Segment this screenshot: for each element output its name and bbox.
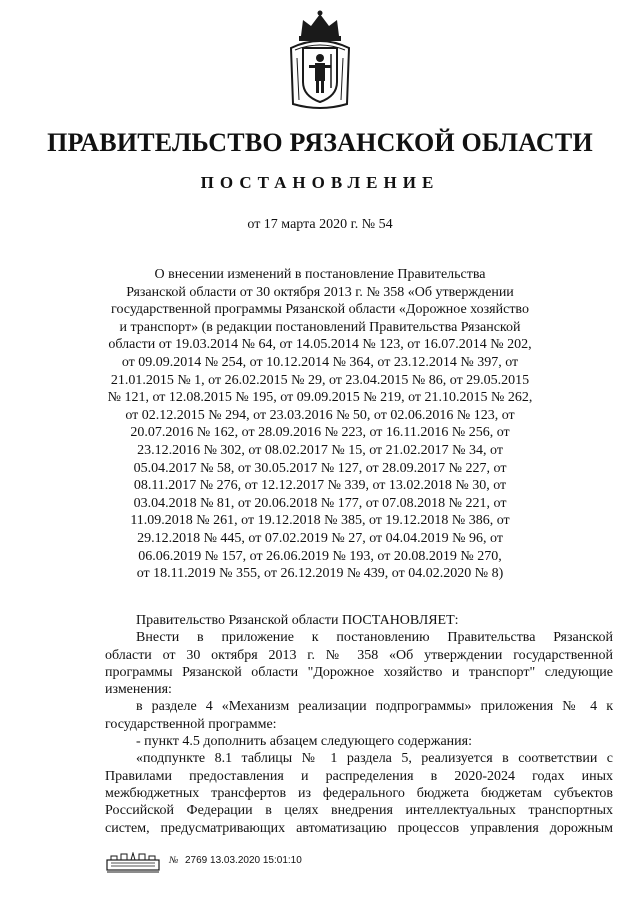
body-line: области от 30 октября 2013 г. № 358 «Об утверждении государственной <box>105 647 613 663</box>
subject-line: государственной программы Рязанской области «Дорожное хозяйство <box>111 302 529 318</box>
subject-line: Рязанской области от 30 октября 2013 г. № 358 «Об утверждении <box>126 284 514 300</box>
subject-line: 23.12.2016 № 302, от 08.02.2017 № 15, от 21.02.2017 № 34, от <box>137 442 503 458</box>
subject-line: 06.06.2019 № 157, от 26.06.2019 № 193, от 20.08.2019 № 270, <box>138 548 502 564</box>
body-line: государственной программе: <box>105 716 277 732</box>
subject-line: 29.12.2018 № 445, от 07.02.2019 № 27, от 04.04.2019 № 96, от <box>137 530 503 546</box>
subject-line: от 02.12.2015 № 294, от 23.03.2016 № 50, от 02.06.2016 № 123, от <box>125 407 515 423</box>
subject-line: 20.07.2016 № 162, от 28.09.2016 № 223, от 16.11.2016 № 256, от <box>130 425 510 441</box>
subject-line: 11.09.2018 № 261, от 19.12.2018 № 385, от 19.12.2018 № 386, от <box>130 513 510 529</box>
government-title: ПРАВИТЕЛЬСТВО РЯЗАНСКОЙ ОБЛАСТИ <box>47 128 593 157</box>
document-body <box>105 612 613 837</box>
document-type: ПОСТАНОВЛЕНИЕ <box>200 173 440 192</box>
body-line: изменения: <box>105 682 172 698</box>
body-line: в разделе 4 «Механизм реализации подпрограммы» приложения № 4 к <box>136 699 613 715</box>
coat-of-arms-icon <box>287 8 353 114</box>
body-line: программы Рязанской области "Дорожное хозяйство и транспорт" следующие <box>105 664 613 680</box>
archive-stamp-icon <box>105 852 161 874</box>
body-line: Правилами предоставления и распределения в 2020-2024 годах иных <box>105 768 613 784</box>
subject-line: 03.04.2018 № 81, от 20.06.2018 № 177, от 07.08.2018 № 221, от <box>133 495 507 511</box>
body-line: - пункт 4.5 дополнить абзацем следующего содержания: <box>136 734 472 750</box>
body-line: Российской Федерации в целях внедрения интеллектуальных транспортных <box>105 803 613 819</box>
body-line: Внести в приложение к постановлению Правительства Рязанской <box>136 630 613 646</box>
document-subject <box>78 266 562 583</box>
subject-line: 08.11.2017 № 276, от 12.12.2017 № 339, от 13.02.2018 № 30, от <box>133 478 507 494</box>
body-line: систем, предусматривающих автоматизацию процессов управления дорожным <box>105 820 613 836</box>
subject-line: № 121, от 12.08.2015 № 195, от 09.09.2015 № 219, от 21.10.2015 № 262, <box>107 390 533 406</box>
subject-line: и транспорт» (в редакции постановлений Правительства Рязанской <box>119 319 521 335</box>
subject-line: 21.01.2015 № 1, от 26.02.2015 № 29, от 23.04.2015 № 86, от 29.05.2015 <box>110 372 530 388</box>
subject-line: О внесении изменений в постановление Правительства <box>154 267 486 282</box>
body-line: «подпункте 8.1 таблицы № 1 раздела 5, реализуется в соответствии с <box>136 751 613 767</box>
document-date-number: от 17 марта 2020 г. № 54 <box>247 217 393 232</box>
subject-line: области от 19.03.2014 № 64, от 14.05.2014 № 123, от 16.07.2014 № 202, <box>108 337 532 353</box>
registration-number-mark: № <box>169 855 179 866</box>
registration-footer <box>105 852 365 876</box>
body-line: Правительство Рязанской области ПОСТАНОВЛЯЕТ: <box>136 613 459 628</box>
subject-line: от 09.09.2014 № 254, от 10.12.2014 № 364, от 23.12.2014 № 397, от <box>121 354 519 370</box>
subject-line: от 18.11.2019 № 355, от 26.12.2019 № 439, от 04.02.2020 № 8) <box>136 566 504 582</box>
registration-stamp-text: 2769 13.03.2020 15:01:10 <box>185 855 302 866</box>
subject-line: 05.04.2017 № 58, от 30.05.2017 № 127, от 28.09.2017 № 227, от <box>133 460 507 476</box>
body-line: межбюджетных трансфертов из федерального бюджета бюджетам субъектов <box>105 785 613 801</box>
